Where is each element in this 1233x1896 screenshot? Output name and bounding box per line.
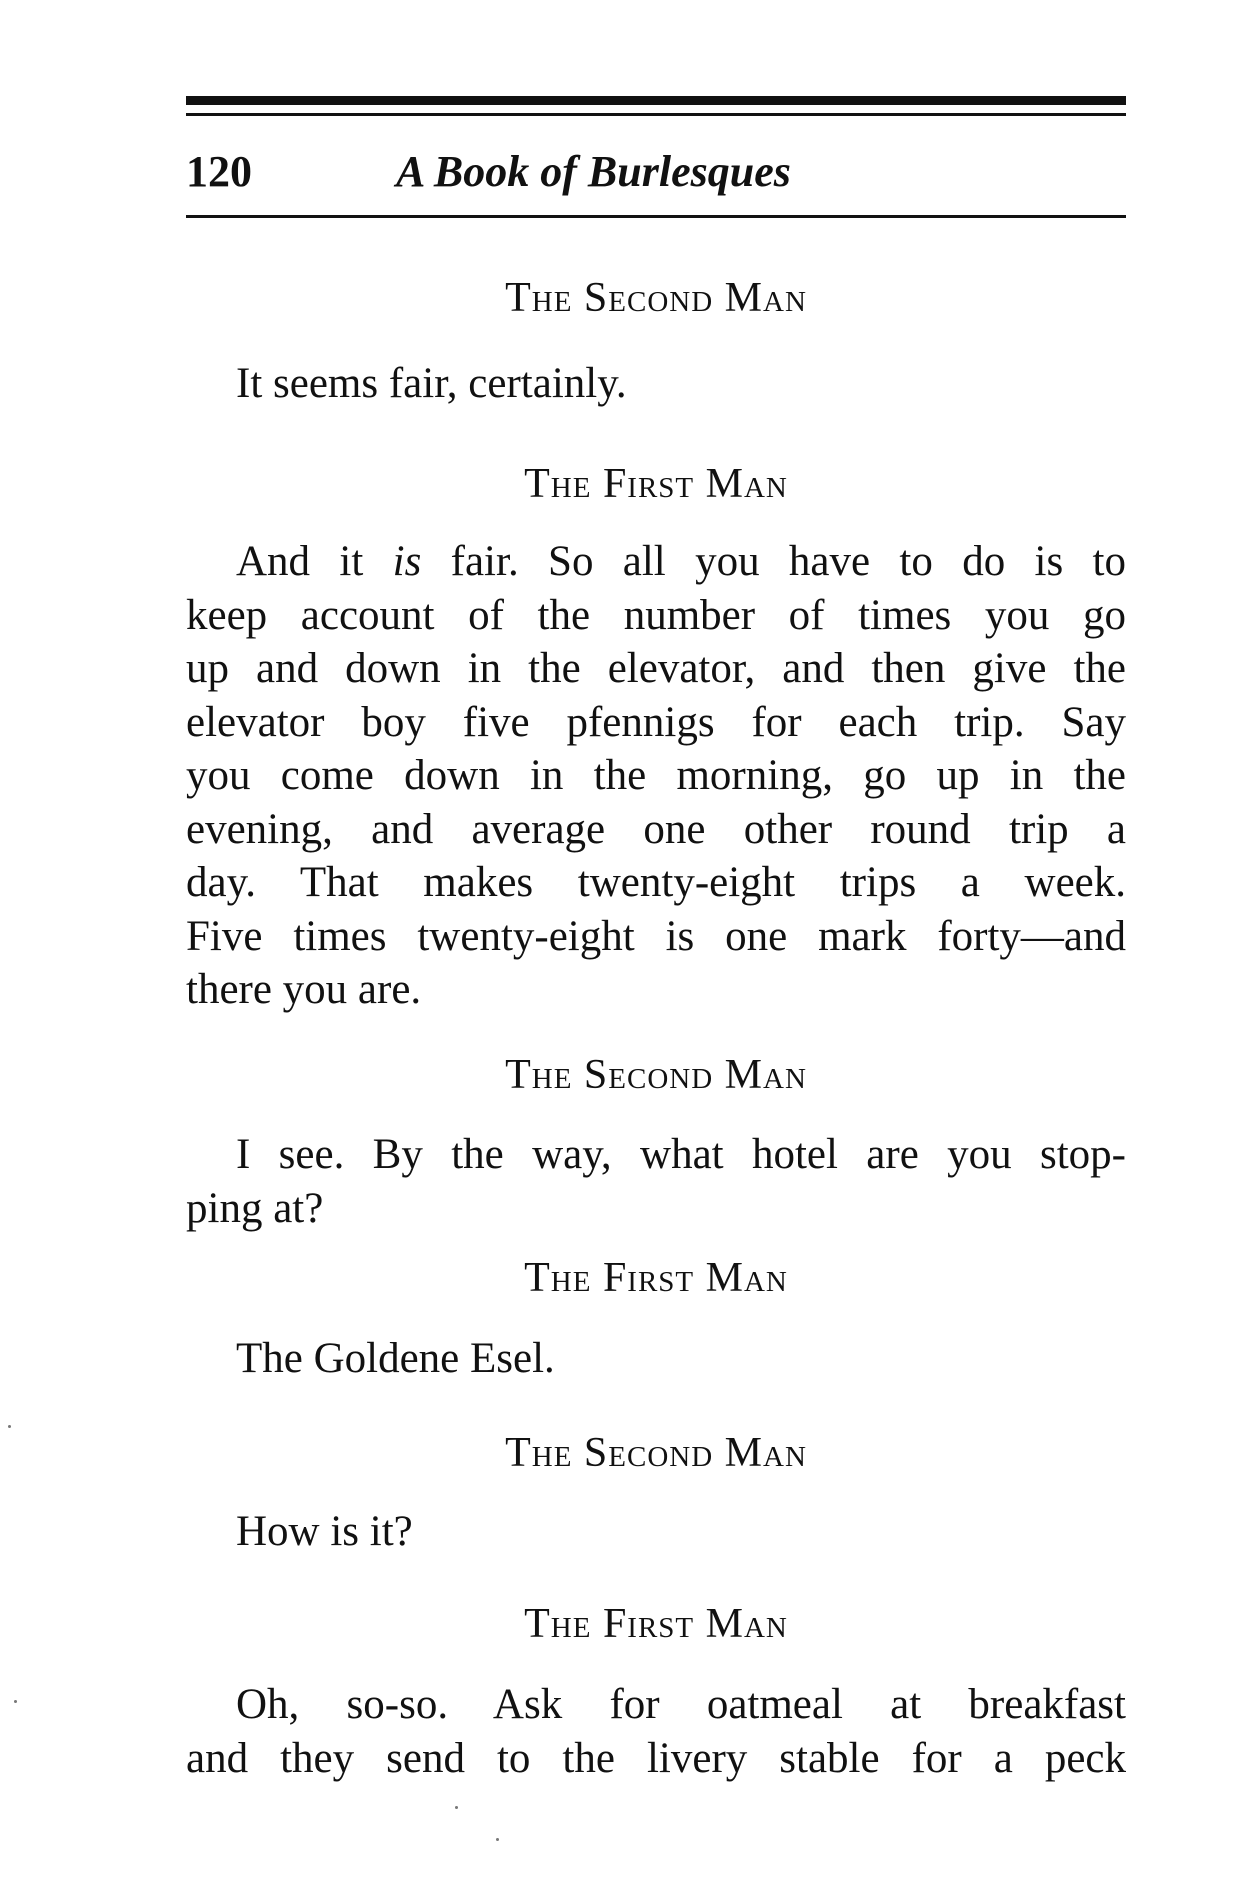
speaker-heading: The First Man [524,1601,788,1647]
speech-line [186,535,1126,589]
speech-line: there you are. [186,966,422,1013]
speech-line: I see. By the way, what hotel are you stop- [236,1131,1126,1178]
speech-paragraph [186,535,1126,1017]
scan-speck [496,1838,499,1841]
scan-speck [455,1806,458,1809]
scan-speck [8,1425,11,1428]
speech-line: and they send to the livery stable for a peck [186,1734,1126,1782]
page-number: 120 [186,147,252,196]
speech-paragraph [186,1505,1126,1559]
header-rule-thin [186,113,1126,116]
book-title: A Book of Burlesques [396,147,791,196]
speech-line: It seems fair, certainly. [236,360,627,407]
speaker-heading: The Second Man [505,1430,807,1476]
book-page [186,0,1126,1896]
speaker-heading: The Second Man [505,275,807,321]
speech-line: evening, and average one other round trip a [186,805,1126,853]
speech-paragraph [186,357,1126,411]
speech-paragraph [186,1128,1126,1235]
speech-line: ping at? [186,1184,324,1232]
speech-line-end: fair. So all you have to do is to [421,538,1127,585]
header-rule-thick [186,96,1126,105]
speech-line: day. That makes twenty-eight trips a week. [186,859,1126,906]
speaker-heading: The First Man [524,1255,788,1301]
speech-line: keep account of the number of times you go [186,591,1126,639]
speech-paragraph [186,1332,1126,1386]
speech-line: Five times twenty-eight is one mark forty—and [186,912,1126,960]
speech-line: Oh, so-so. Ask for oatmeal at breakfast [236,1681,1126,1728]
speech-emphasis: is [392,538,422,585]
speech-line: elevator boy five pfennigs for each trip. Say [186,698,1126,746]
speech-paragraph [186,1678,1126,1785]
speaker-heading: The Second Man [505,1052,807,1098]
speech-line-start: And it [236,538,393,585]
scan-speck [14,1700,17,1703]
speaker-heading: The First Man [524,461,788,507]
speech-line: The Goldene Esel. [236,1335,555,1382]
speech-line: you come down in the morning, go up in the [186,752,1126,799]
speech-line: up and down in the elevator, and then give the [186,645,1126,692]
speech-line: How is it? [236,1508,413,1555]
running-head [186,142,1126,202]
header-rule-bottom [186,215,1126,218]
